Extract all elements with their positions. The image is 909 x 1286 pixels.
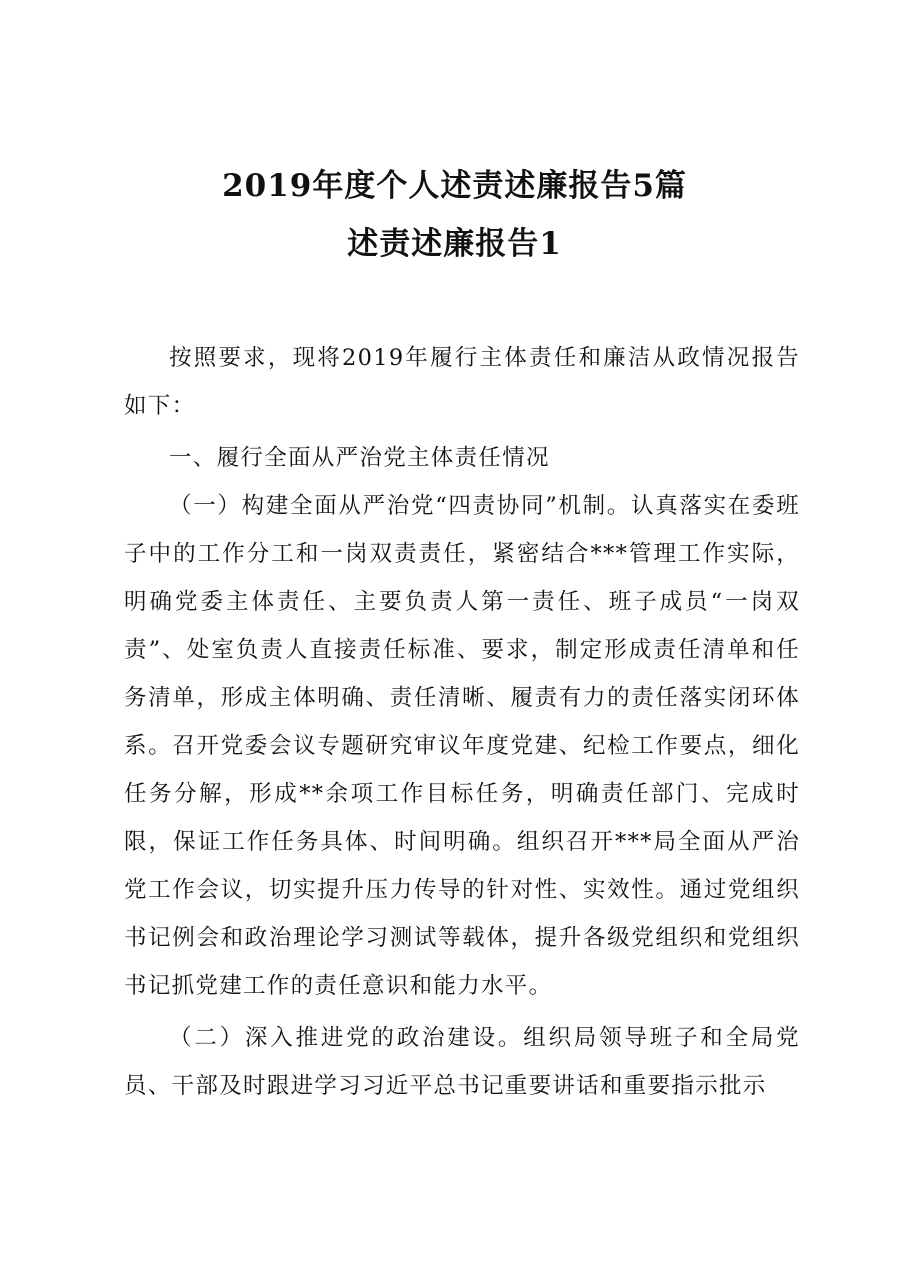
document-title: 2019年度个人述责述廉报告5篇 xyxy=(222,168,687,204)
report-subtitle: 述责述廉报告1 xyxy=(347,226,562,262)
section-heading: 一、履行全面从严治党主体责任情况 xyxy=(169,445,550,471)
body-paragraph: （一）构建全面从严治党“四责协同”机制。认真落实在委班子中的工作分工和一岗双责责任，紧密结合***管理工作实际，明确党委主体责任、主要负责人第一责任、班子成员“一岗双责”、处室负责人直接责任标准、要求，制定形成责任清单和任务清单，形成主体明确、责任清晰、履责有力的责任落实闭环体系。召开党委会议专题研究审议年度党建、纪检工作要点，细化任务分解，形成**余项工作目标任务，明确责任部门、完成时限，保证工作任务具体、时间明确。组织召开***局全面从严治党工作会议，切实提升压力传导的针对性、实效性。通过党组织书记例会和政治理论学习测试等载体，提升各级党组织和党组织书记抓党建工作的责任意识和能力水平。 xyxy=(124,493,800,999)
intro-paragraph: 按照要求，现将2019年履行主体责任和廉洁从政情况报告如下： xyxy=(124,345,800,419)
body-paragraph: （二）深入推进党的政治建设。组织局领导班子和全局党员、干部及时跟进学习习近平总书记重要讲话和重要指示批示 xyxy=(124,1025,800,1099)
document-body xyxy=(124,334,800,1110)
